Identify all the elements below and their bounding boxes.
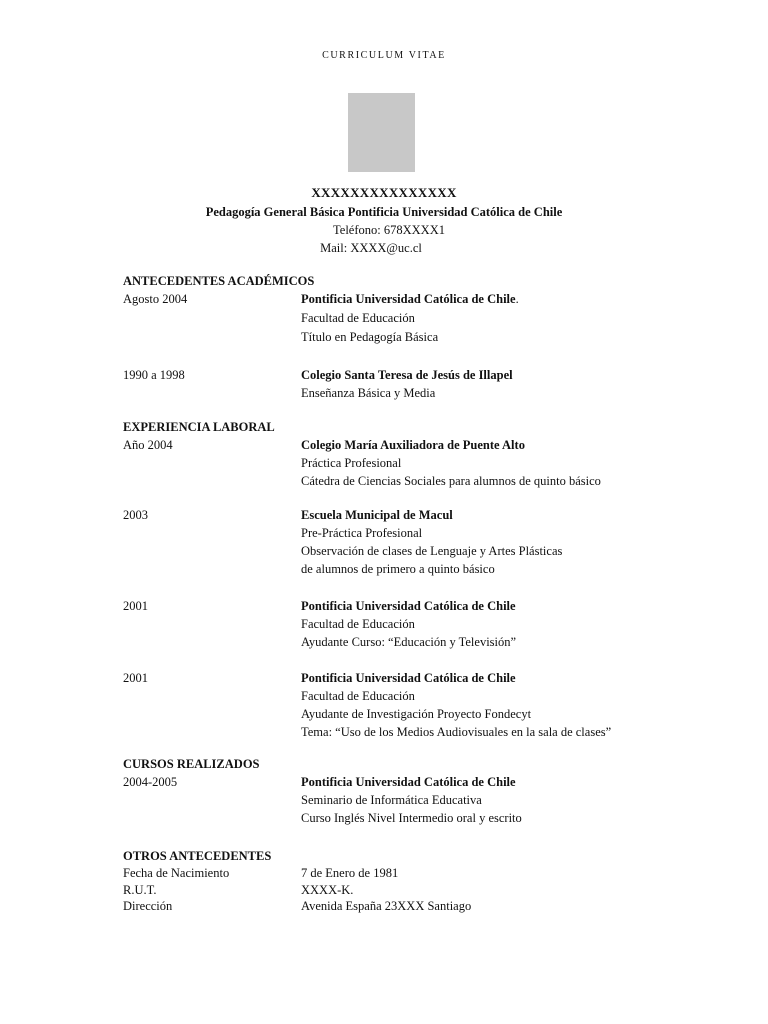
profile-photo-placeholder	[348, 93, 415, 172]
list-item	[123, 669, 683, 741]
entry-date: 1990 a 1998	[123, 368, 185, 382]
info-label: Dirección	[123, 899, 173, 913]
entry-line: Observación de clases de Lenguaje y Artes Plásticas	[301, 544, 563, 558]
entry-date: Año 2004	[123, 438, 173, 452]
entry-line: Facultad de Educación	[301, 689, 415, 703]
entry-institution: Escuela Municipal de Macul	[301, 508, 453, 522]
list-item	[123, 366, 683, 402]
section-title: ANTECEDENTES ACADÉMICOS	[123, 274, 315, 288]
entry-line: de alumnos de primero a quinto básico	[301, 562, 495, 576]
career-line: Pedagogía General Básica Pontificia Universidad Católica de Chile	[205, 205, 563, 219]
list-item	[123, 882, 683, 899]
entry-line: Título en Pedagogía Básica	[301, 330, 439, 344]
section-title: CURSOS REALIZADOS	[123, 757, 260, 771]
entry-line: Cátedra de Ciencias Sociales para alumnos de quinto básico	[301, 474, 601, 488]
list-item	[123, 597, 683, 651]
entry-date: 2001	[123, 671, 148, 685]
section-academic	[123, 272, 683, 402]
person-name: XXXXXXXXXXXXXXX	[311, 185, 457, 200]
entry-institution: Colegio Santa Teresa de Jesús de Illapel	[301, 368, 513, 382]
entry-line: Pre-Práctica Profesional	[301, 526, 423, 540]
entry-line: Tema: “Uso de los Medios Audiovisuales en la sala de clases”	[301, 725, 612, 739]
entry-date: Agosto 2004	[123, 292, 188, 306]
list-item	[123, 436, 683, 490]
section-title: OTROS ANTECEDENTES	[123, 849, 272, 863]
list-item	[123, 290, 683, 346]
section-title: EXPERIENCIA LABORAL	[123, 420, 275, 434]
mail-line: Mail: XXXX@uc.cl	[320, 241, 422, 255]
list-item	[123, 898, 683, 915]
phone-line: Teléfono: 678XXXX1	[333, 223, 445, 237]
entry-institution: Pontificia Universidad Católica de Chile	[301, 775, 516, 789]
section-work	[123, 418, 683, 741]
entry-institution: Pontificia Universidad Católica de Chile	[301, 671, 516, 685]
entry-suffix: .	[515, 292, 519, 306]
entry-date: 2001	[123, 599, 148, 613]
entry-line: Ayudante de Investigación Proyecto Fondecyt	[301, 707, 532, 721]
info-label: Fecha de Nacimiento	[123, 866, 230, 880]
entry-line: Seminario de Informática Educativa	[301, 793, 482, 807]
info-value: Avenida España 23XXX Santiago	[301, 899, 472, 913]
entry-date: 2004-2005	[123, 775, 178, 789]
entry-line: Facultad de Educación	[301, 311, 415, 325]
entry-line: Facultad de Educación	[301, 617, 415, 631]
entry-line: Ayudante Curso: “Educación y Televisión”	[301, 635, 517, 649]
entry-institution: Colegio María Auxiliadora de Puente Alto	[301, 438, 525, 452]
entry-line: Práctica Profesional	[301, 456, 402, 470]
section-other	[123, 847, 683, 915]
info-label: R.U.T.	[123, 882, 157, 897]
entry-line: Enseñanza Básica y Media	[301, 386, 436, 400]
info-value: XXXX-K.	[301, 882, 354, 897]
entry-institution: Pontificia Universidad Católica de Chile	[301, 599, 516, 613]
list-item	[123, 773, 683, 827]
list-item	[123, 506, 683, 578]
document-title: CURRICULUM VITAE	[322, 50, 446, 61]
entry-date: 2003	[123, 508, 148, 522]
section-courses	[123, 755, 683, 827]
entry-institution: Pontificia Universidad Católica de Chile	[301, 292, 516, 306]
list-item	[123, 865, 683, 882]
entry-line: Curso Inglés Nivel Intermedio oral y escrito	[301, 811, 522, 825]
info-value: 7 de Enero de 1981	[301, 866, 399, 880]
